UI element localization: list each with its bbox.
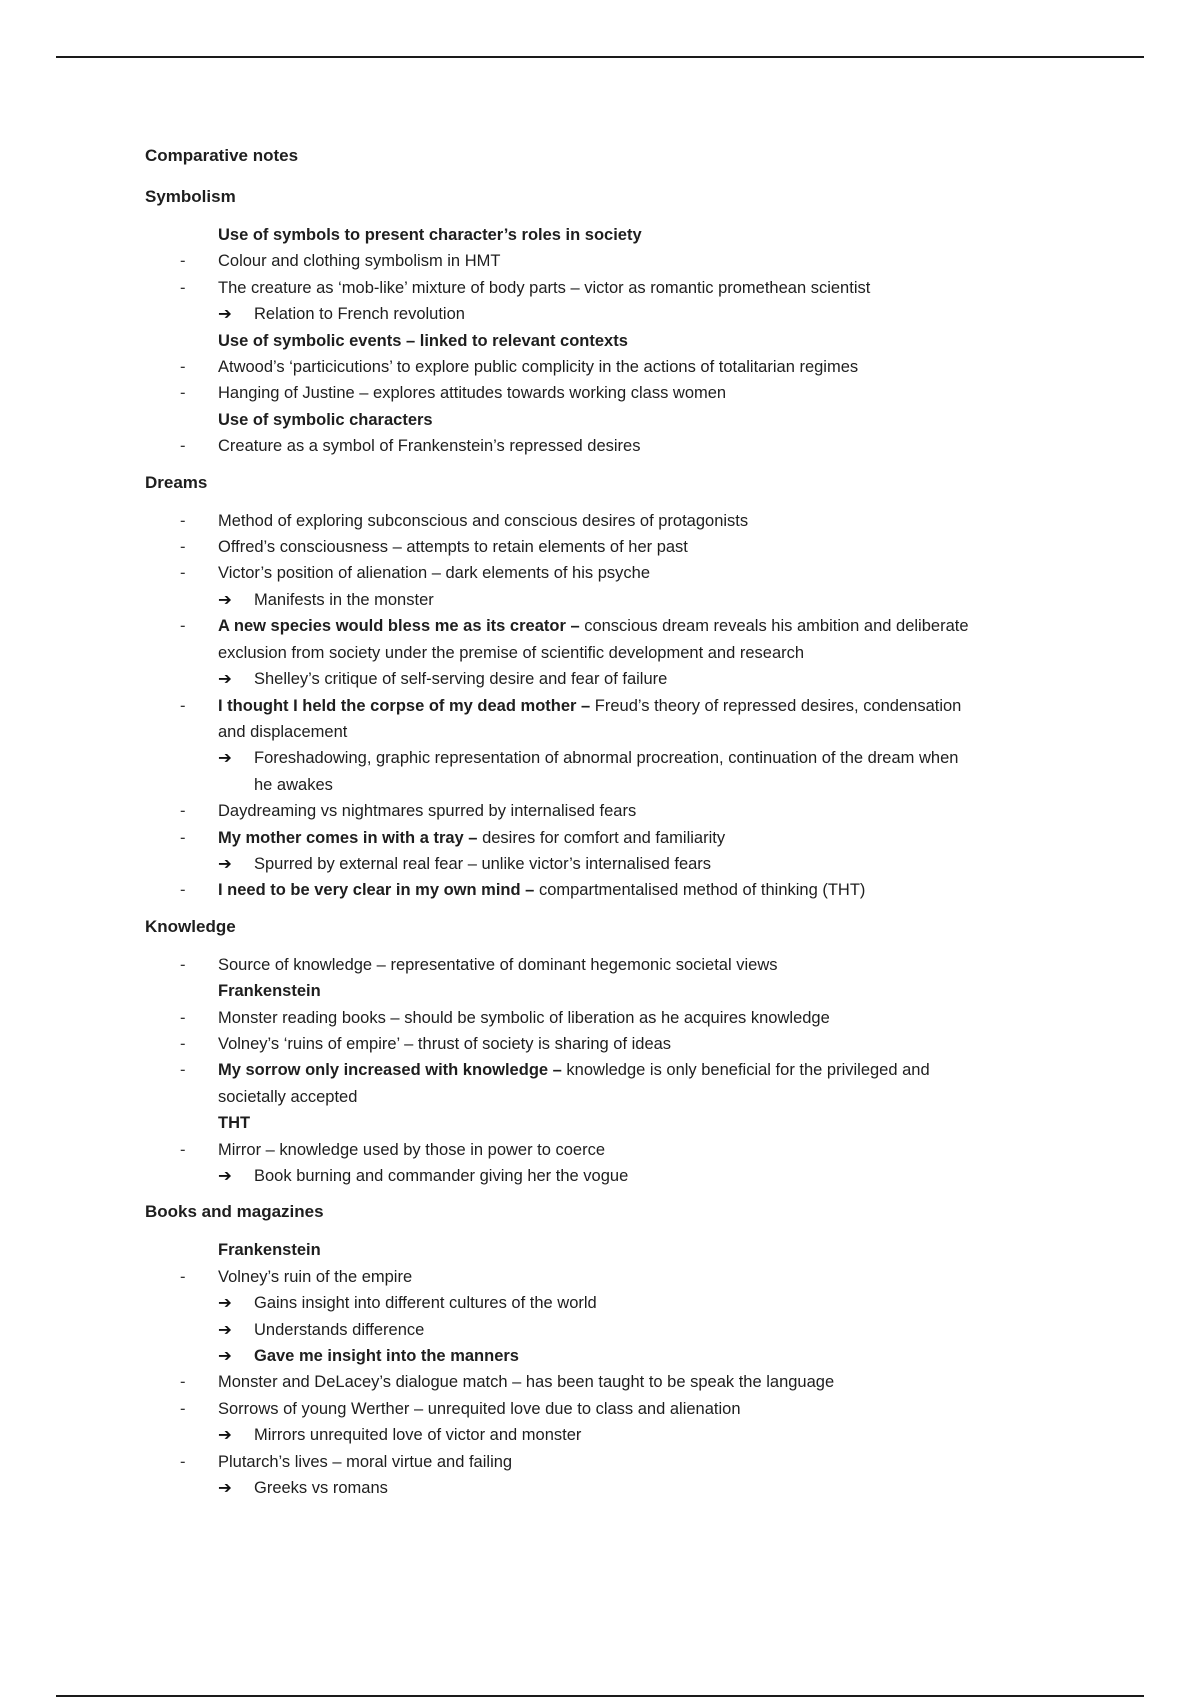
document-body: [145, 143, 1065, 1511]
arrow-item: [145, 1163, 1065, 1189]
quote-text: My sorrow only increased with knowledge –: [218, 1061, 562, 1080]
arrow-item: [145, 1290, 1065, 1316]
line-text: Source of knowledge – representative of dominant hegemonic societal views: [218, 955, 778, 974]
line-text: Mirror – knowledge used by those in power to coerce: [218, 1140, 606, 1159]
bullet-item: [145, 1005, 1065, 1031]
line-text: Volney’s ‘ruins of empire’ – thrust of society is sharing of ideas: [218, 1034, 672, 1053]
subheading: [145, 328, 1065, 354]
line-text: Volney’s ruin of the empire: [218, 1267, 413, 1286]
bullet-item: [145, 560, 1065, 586]
line-text: Monster reading books – should be symbolic of liberation as he acquires knowledge: [218, 1008, 830, 1027]
line-text: Method of exploring subconscious and conscious desires of protagonists: [218, 511, 749, 530]
arrow-item: [145, 745, 1065, 771]
quote-text: I thought I held the corpse of my dead mother –: [218, 696, 591, 715]
line-text: Foreshadowing, graphic representation of abnormal procreation, continuation of the dream when: [254, 749, 959, 768]
quote-text: A new species would bless me as its creator –: [218, 617, 580, 636]
subheading: [145, 222, 1065, 248]
line-text: Colour and clothing symbolism in HMT: [218, 252, 501, 271]
bullet-item: [145, 275, 1065, 301]
section-heading: Knowledge: [145, 916, 236, 936]
line-text: Use of symbols to present character’s roles in society: [218, 226, 642, 244]
arrow-item: [145, 301, 1065, 327]
section-dreams: [145, 470, 1065, 904]
line-text: Victor’s position of alienation – dark elements of his psyche: [218, 564, 650, 583]
line-text: societally accepted: [218, 1087, 358, 1106]
line-text: Plutarch’s lives – moral virtue and failing: [218, 1452, 513, 1471]
line-text: Daydreaming vs nightmares spurred by internalised fears: [218, 802, 637, 821]
top-rule: [56, 56, 1144, 58]
bullet-item: [145, 248, 1065, 274]
section-heading: Books and magazines: [145, 1202, 324, 1222]
bullet-continuation: [145, 1084, 1065, 1110]
arrow-item: [145, 666, 1065, 692]
line-text: Relation to French revolution: [254, 305, 465, 324]
subheading: [145, 1110, 1065, 1136]
bullet-item: [145, 613, 1065, 639]
line-text: Frankenstein: [218, 982, 321, 1001]
line-text: exclusion from society under the premise of scientific development and research: [218, 643, 805, 662]
line-text: Atwood’s ‘particicutions’ to explore public complicity in the actions of totalitarian regimes: [218, 358, 859, 377]
bullet-item: [145, 534, 1065, 560]
quote-text: I need to be very clear in my own mind –: [218, 881, 535, 900]
line-text: Frankenstein: [218, 1241, 321, 1260]
section-books-and-magazines: [145, 1199, 1065, 1501]
bullet-item: [145, 508, 1065, 534]
line-text: Gains insight into different cultures of the world: [254, 1294, 597, 1313]
arrow-item-continuation: [145, 772, 1065, 798]
line-text: Mirrors unrequited love of victor and monster: [254, 1426, 582, 1445]
bullet-item: [145, 380, 1065, 406]
sections-container: [145, 184, 1065, 1501]
quote-text: My mother comes in with a tray –: [218, 828, 478, 847]
arrow-item: [145, 587, 1065, 613]
line-text: The creature as ‘mob-like’ mixture of body parts – victor as romantic promethean scientist: [218, 278, 871, 297]
bullet-item: [145, 825, 1065, 851]
bullet-item: [145, 1057, 1065, 1083]
bullet-item: [145, 798, 1065, 824]
section-symbolism: [145, 184, 1065, 460]
arrow-item: [145, 1475, 1065, 1501]
bullet-continuation: [145, 719, 1065, 745]
line-text: Greeks vs romans: [254, 1479, 388, 1498]
bullet-item: [145, 433, 1065, 459]
subheading: [145, 978, 1065, 1004]
bullet-item: [145, 1137, 1065, 1163]
bullet-item: [145, 1031, 1065, 1057]
line-text: Understands difference: [254, 1320, 425, 1339]
line-text: Offred’s consciousness – attempts to retain elements of her past: [218, 538, 688, 557]
line-text: Use of symbolic characters: [218, 410, 433, 429]
line-text: Hanging of Justine – explores attitudes towards working class women: [218, 384, 727, 403]
subheading: [145, 1237, 1065, 1263]
line-text: Sorrows of young Werther – unrequited love due to class and alienation: [218, 1399, 741, 1418]
bullet-item: [145, 354, 1065, 380]
line-text: and displacement: [218, 722, 348, 741]
arrow-item: [145, 851, 1065, 877]
section-heading: Dreams: [145, 472, 208, 492]
quote-text: Gave me insight into the manners: [254, 1347, 519, 1366]
line-text: Freud’s theory of repressed desires, condensation: [590, 696, 962, 715]
arrow-item: [145, 1343, 1065, 1369]
bottom-rule: [56, 1695, 1144, 1697]
page-title: Comparative notes: [145, 146, 299, 165]
subheading: [145, 407, 1065, 433]
line-text: THT: [218, 1114, 251, 1133]
line-text: Spurred by external real fear – unlike victor’s internalised fears: [254, 854, 712, 873]
bullet-item: [145, 1449, 1065, 1475]
bullet-continuation: [145, 640, 1065, 666]
arrow-item: [145, 1317, 1065, 1343]
bullet-item: [145, 1369, 1065, 1395]
section-knowledge: [145, 914, 1065, 1190]
line-text: compartmentalised method of thinking (THT): [534, 881, 866, 900]
line-text: Use of symbolic events – linked to relevant contexts: [218, 331, 628, 350]
bullet-item: [145, 1264, 1065, 1290]
bullet-item: [145, 1396, 1065, 1422]
bullet-item: [145, 877, 1065, 903]
line-text: he awakes: [254, 775, 333, 794]
arrow-item: [145, 1422, 1065, 1448]
section-heading: Symbolism: [145, 187, 236, 206]
bullet-item: [145, 693, 1065, 719]
line-text: Shelley’s critique of self-serving desire and fear of failure: [254, 670, 668, 689]
line-text: Book burning and commander giving her the vogue: [254, 1167, 629, 1185]
line-text: knowledge is only beneficial for the privileged and: [561, 1061, 930, 1080]
line-text: Creature as a symbol of Frankenstein’s repressed desires: [218, 437, 641, 456]
line-text: Manifests in the monster: [254, 590, 434, 609]
line-text: conscious dream reveals his ambition and deliberate: [579, 617, 969, 636]
line-text: Monster and DeLacey’s dialogue match – has been taught to be speak the language: [218, 1373, 835, 1392]
bullet-item: [145, 952, 1065, 978]
line-text: desires for comfort and familiarity: [477, 828, 726, 847]
